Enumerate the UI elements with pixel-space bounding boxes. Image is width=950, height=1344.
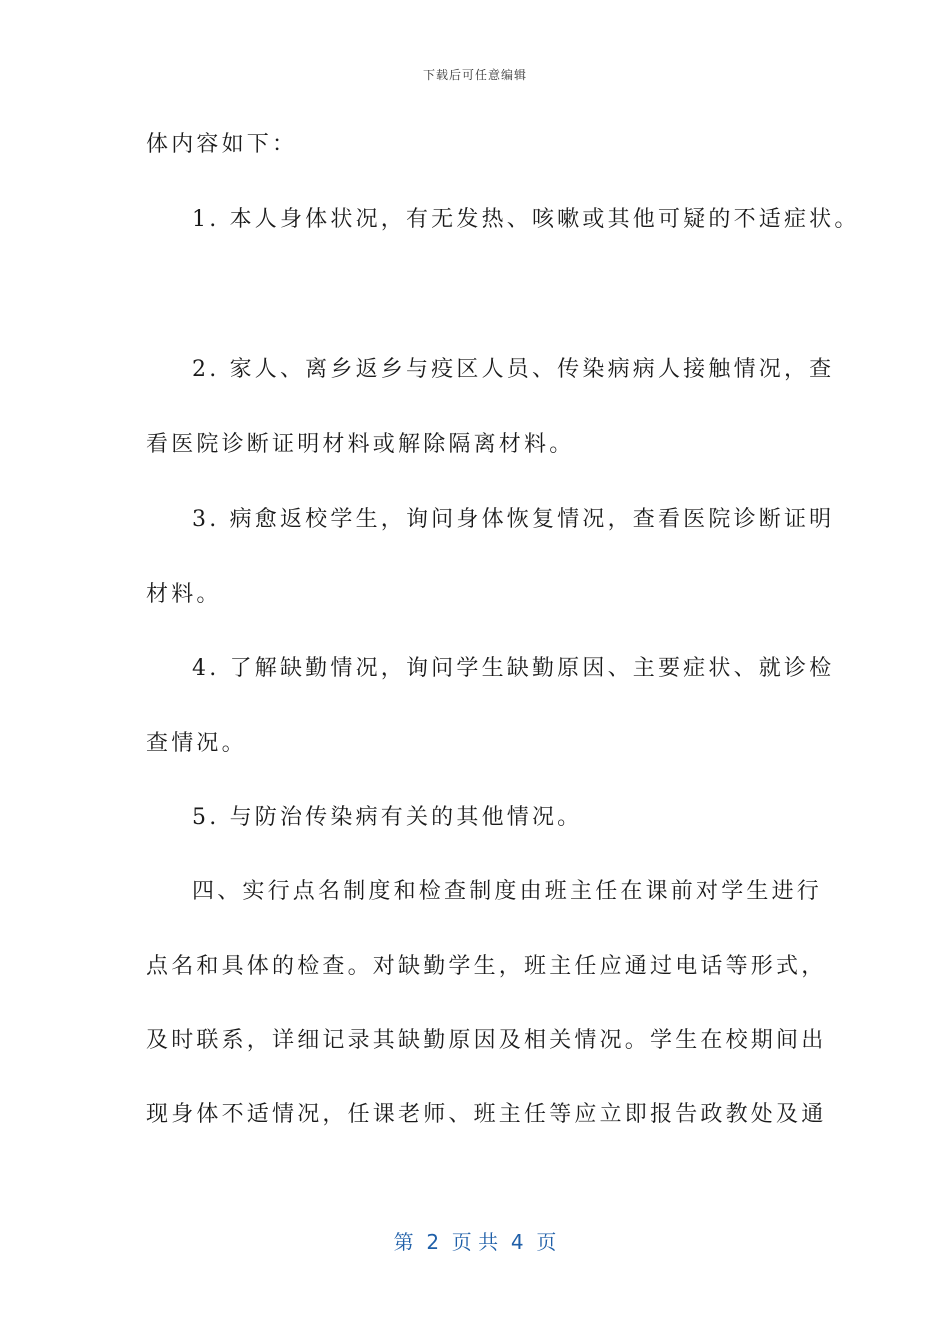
body-line: 5. 与防治传染病有关的其他情况。 <box>192 805 583 830</box>
body-line: 3. 病愈返校学生，询问身体恢复情况，查看医院诊断证明 <box>192 507 835 532</box>
body-line: 2. 家人、离乡返乡与疫区人员、传染病病人接触情况，查 <box>192 357 835 382</box>
body-line: 点名和具体的检查。对缺勤学生，班主任应通过电话等形式， <box>146 954 827 979</box>
body-line: 4. 了解缺勤情况，询问学生缺勤原因、主要症状、就诊检 <box>192 656 835 681</box>
body-line: 四、实行点名制度和检查制度由班主任在课前对学生进行 <box>192 879 823 904</box>
body-line: 现身体不适情况，任课老师、班主任等应立即报告政教处及通 <box>146 1102 827 1127</box>
body-line: 看医院诊断证明材料或解除隔离材料。 <box>146 432 575 457</box>
header-note: 下载后可任意编辑 <box>422 68 527 82</box>
body-line: 查情况。 <box>146 731 247 756</box>
body-line: 及时联系，详细记录其缺勤原因及相关情况。学生在校期间出 <box>146 1028 827 1053</box>
body-line: 体内容如下： <box>146 132 298 157</box>
page-number: 第 2 页 共 4 页 <box>393 1230 557 1254</box>
body-line: 1. 本人身体状况，有无发热、咳嗽或其他可疑的不适症状。 <box>192 207 860 232</box>
body-line: 材料。 <box>146 582 222 607</box>
